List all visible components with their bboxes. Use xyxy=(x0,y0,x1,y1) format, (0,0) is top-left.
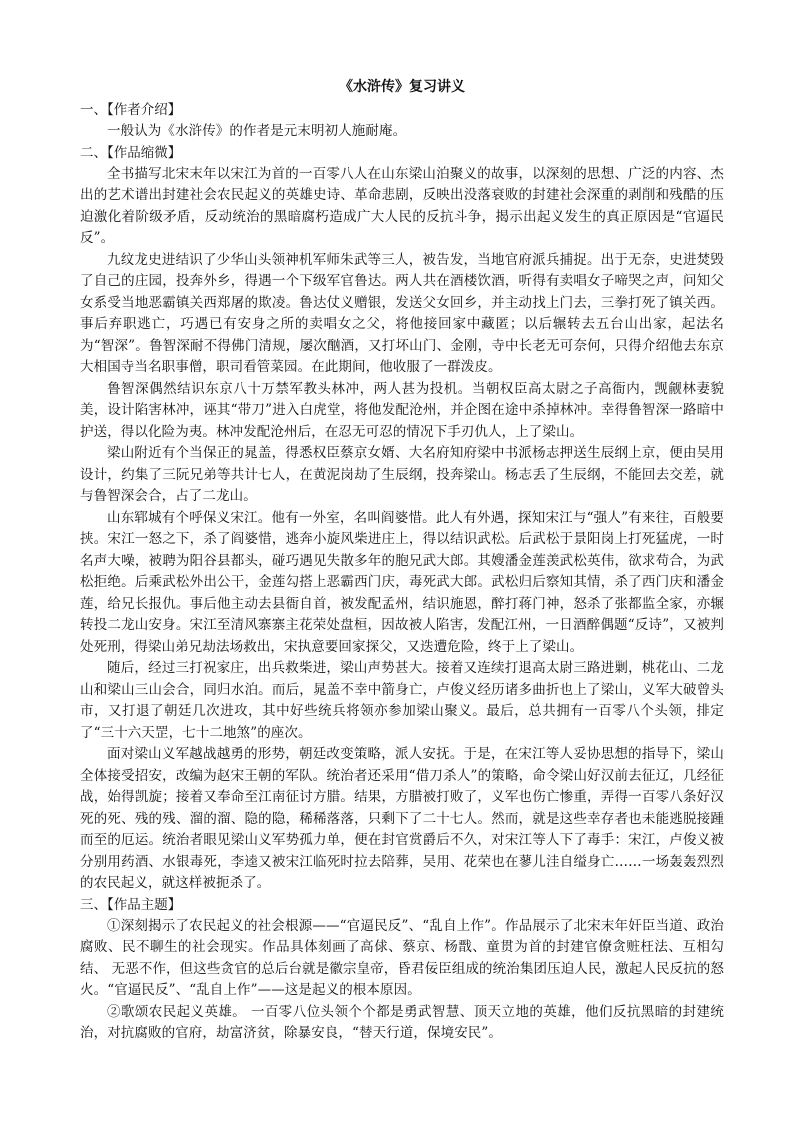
section-heading-theme: 三、【作品主题】 xyxy=(80,896,182,913)
theme-paragraph-1: ①深刻揭示了农民起义的社会根源——“官逼民反”、“乱自上作”。作品展示了北宋末年奸臣当道、政治腐败、民不聊生的社会现实。作品具体刻画了高俅、蔡京、杨戬、童贯为首的封建官僚贪赃枉法、互相勾结、 无恶不作，但这些贪官的总后台就是徽宗皇帝，昏君佞臣组成的统治集团压迫人民，激起人民反抗的怒火。“官逼民反”、“乱自上作”——这是起义的根本原因。 xyxy=(80,917,724,998)
document-title: 《水浒传》复习讲义 xyxy=(339,79,465,95)
section-heading-author: 一、【作者介绍】 xyxy=(80,102,182,118)
summary-paragraph-5: 山东郓城有个呼保义宋江。他有一外室，名叫阎婆惜。此人有外遇，探知宋江与“强人”有来往，百般要挟。宋江一怒之下，杀了阎婆惜，逃奔小旋风柴进庄上，得以结识武松。后武松于景阳岗上打死猛虎，一时名声大噪，被聘为阳谷县都头，碰巧遇见失散多年的胞兄武大郎。其嫂潘金莲羡武松英伟，欲求苟合，为武松拒绝。后乘武松外出公干，金莲勾搭上恶霸西门庆，毒死武大郎。武松归后察知其情，杀了西门庆和潘金莲，给兄长报仇。事后他主动去县衙自首，被发配孟州，结识施恩，醉打蒋门神，怒杀了张都监全家，亦辗转投二龙山安身。宋江至清风寨寨主花荣处盘桓，因故被人陷害，发配江州，一日酒醉偶题“反诗”，又被判处死刑，得梁山弟兄劫法场救出，宋执意要回家探父，又迭遭危险，终于上了梁山。 xyxy=(80,509,724,655)
section-heading-summary: 二、【作品缩微】 xyxy=(80,144,182,161)
summary-paragraph-6: 随后，经过三打祝家庄，出兵救柴进，梁山声势甚大。接着又连续打退高太尉三路进剿，桃花山、二龙山和梁山三山会合，同归水泊。而后，晁盖不幸中箭身亡，卢俊义经历诸多曲折也上了梁山，义军大破曾头市，又打退了朝廷几次进攻，其中好些统兵将领亦参加梁山聚义。最后，总共拥有一百零八个头领，排定了“三十六天罡，七十二地煞”的座次。 xyxy=(80,660,724,741)
summary-paragraph-7: 面对梁山义军越战越勇的形势，朝廷改变策略，派人安抚。于是，在宋江等人妥协思想的指导下，梁山全体接受招安，改编为赵宋王朝的军队。统治者还采用“借刀杀人”的策略，命令梁山好汉前去征辽，几经征战，始得凯旋；接着又奉命至江南征讨方腊。结果，方腊被打败了，义军也伤亡惨重，弄得一百零八条好汉死的死、残的残、溜的溜、隐的隐，稀稀落落，只剩下了二十七人。然而，就是这些幸存者也未能逃脱接踵而至的厄运。统治者眼见梁山义军势孤力单，便在封官赏爵后不久，对宋江等人下了毒手：宋江，卢俊义被分别用药酒、水银毒死，李逵又被宋江临死时拉去陪葬，吴用、花荣也在蓼儿洼自缢身亡……一场轰轰烈烈的农民起义，就这样被扼杀了。 xyxy=(80,746,724,891)
document-page xyxy=(80,76,724,1045)
section-author xyxy=(80,100,724,143)
theme-paragraph-2: ②歌颂农民起义英雄。 一百零八位头领个个都是勇武智慧、顶天立地的英雄，他们反抗黑暗的封建统治，对抗腐败的官府，劫富济贫，除暴安良，“替天行道，保境安民”。 xyxy=(80,1003,724,1041)
author-paragraph: 一般认为《水浒传》的作者是元末明初人施耐庵。 xyxy=(107,123,407,139)
section-theme xyxy=(80,895,724,1045)
summary-paragraph-3: 鲁智深偶然结识东京八十万禁军教头林冲，两人甚为投机。当朝权臣高太尉之子高衙内，觊觎林妻貌美，设计陷害林冲，诬其“带刀”进入白虎堂，将他发配沧州，并企图在途中杀掉林冲。幸得鲁智深一路暗中护送，得以化险为夷。林冲发配沧州后，在忍无可忍的情况下手刃仇人，上了梁山。 xyxy=(80,380,724,440)
summary-paragraph-2: 九纹龙史进结识了少华山头领神机军师朱武等三人，被告发，当地官府派兵捕捉。出于无奈，史进焚毁了自己的庄园，投奔外乡，得遇一个下级军官鲁达。两人共在酒楼饮酒，听得有卖唱女子啼哭之声，问知父女系受当地恶霸镇关西郑屠的欺凌。鲁达仗义赠银，发送父女回乡，并主动找上门去，三拳打死了镇关西。事后弃职逃亡，巧遇已有安身之所的卖唱女之父，将他接回家中藏匿；以后辗转去五台山出家，起法名为“智深”。鲁智深耐不得佛门清规，屡次酗酒，又打坏山门、金刚，寺中长老无可奈何，只得介绍他去东京大相国寺当名职事僧，职司看管菜园。在此期间，他收服了一群泼皮。 xyxy=(80,251,724,375)
section-summary xyxy=(80,143,724,895)
summary-paragraph-4: 梁山附近有个当保正的晁盖，得悉权臣蔡京女婿、大名府知府梁中书派杨志押送生辰纲上京，便由吴用设计，约集了三阮兄弟等共计七人，在黄泥岗劫了生辰纲，投奔梁山。杨志丢了生辰纲，不能回去交差，就与鲁智深会合，占了二龙山。 xyxy=(80,445,724,504)
summary-paragraph-1: 全书描写北宋末年以宋江为首的一百零八人在山东梁山泊聚义的故事，以深刻的思想、广泛的内容、杰出的艺术谱出封建社会农民起义的英雄史诗、革命悲剧，反映出没落衰败的封建社会深重的剥削和残酷的压迫激化着阶级矛盾，反动统治的黑暗腐朽造成广大人民的反抗斗争，揭示出起义发生的真正原因是“官逼民反”。 xyxy=(80,165,724,246)
